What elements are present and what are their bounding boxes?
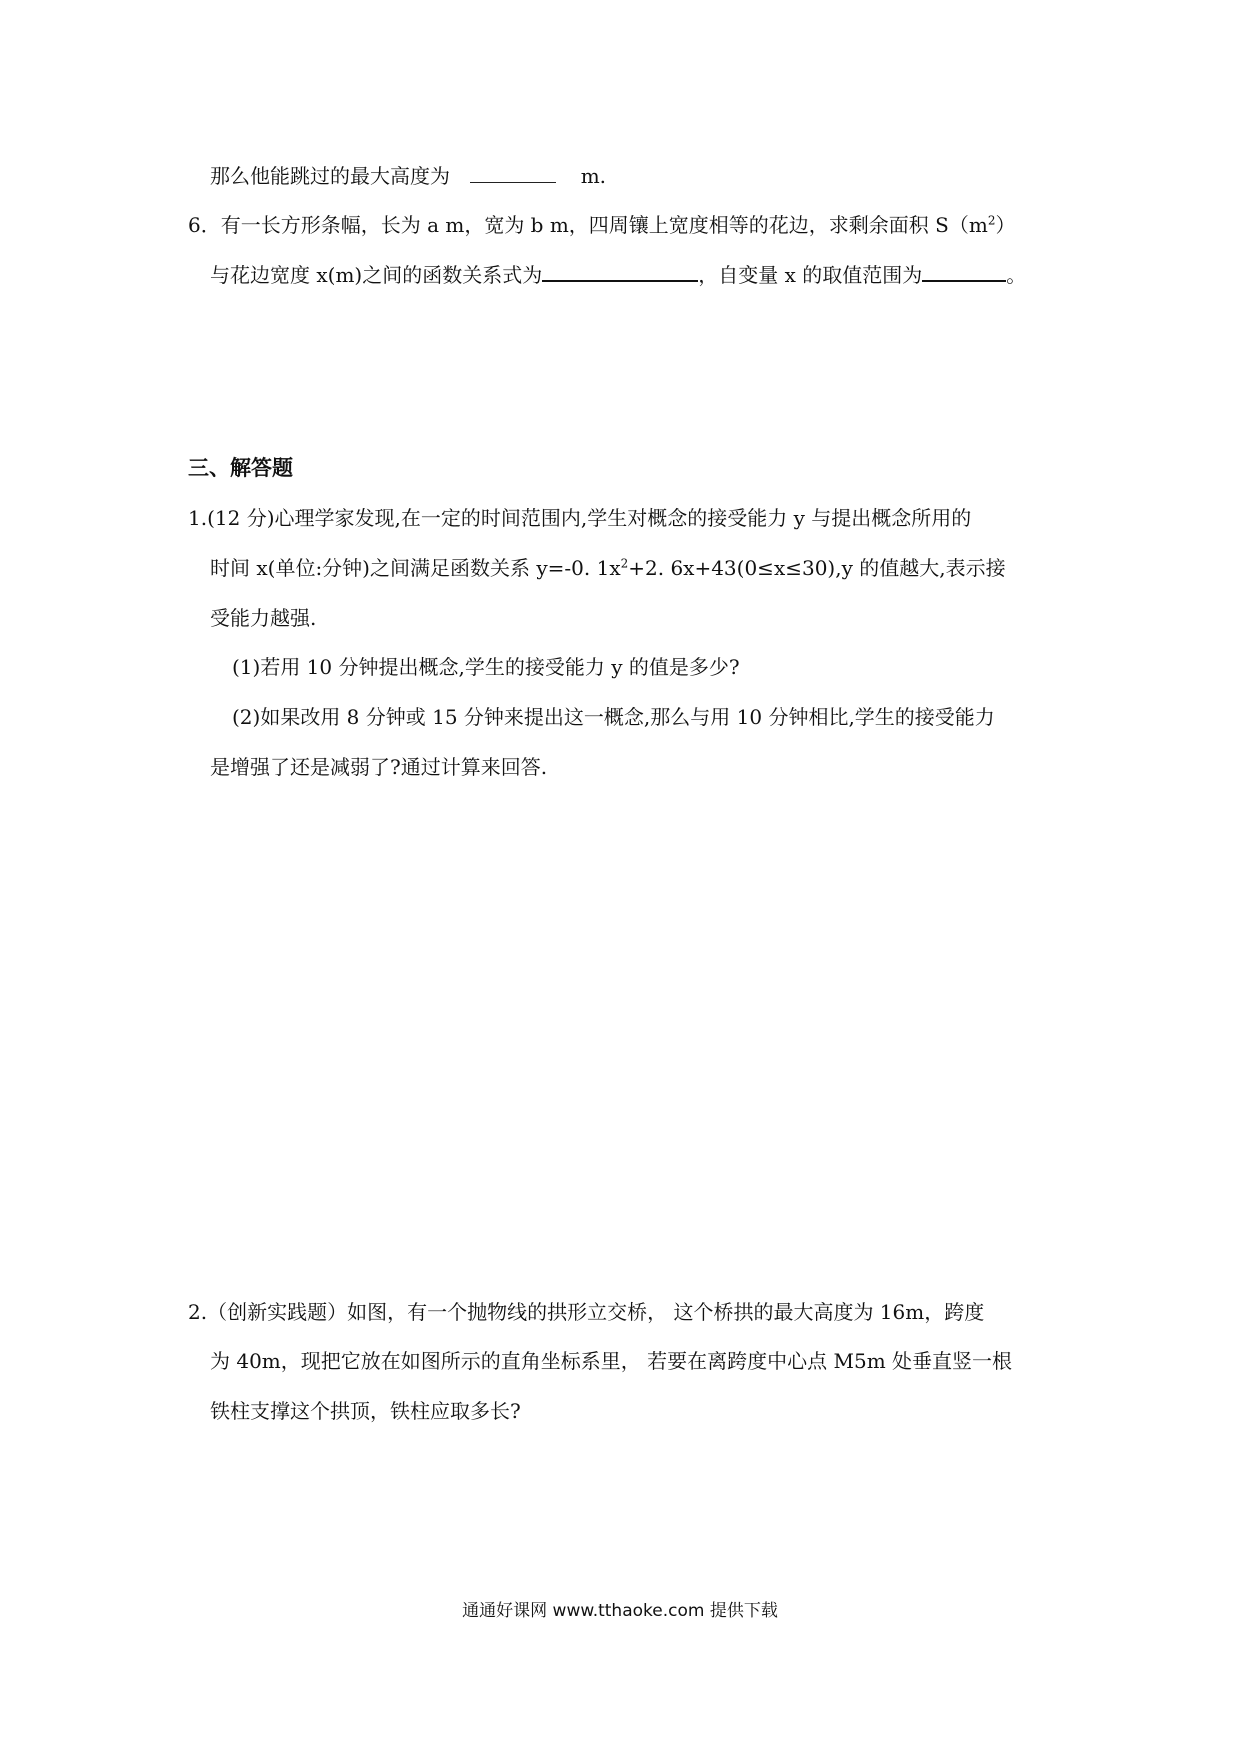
- question-6-text-end: 。: [1006, 263, 1027, 287]
- superscript: 2: [620, 556, 629, 571]
- question-6-text: 6．有一长方形条幅，长为 a m，宽为 b m，四周镶上宽度相等的花边，求剩余面积 S（m: [188, 213, 988, 237]
- answer-question-2-line-1: 2.（创新实践题）如图，有一个抛物线的拱形立交桥， 这个桥拱的最大高度为 16m，跨度: [188, 1300, 985, 1324]
- question-6-text-end: ）: [995, 213, 1016, 237]
- question-6-line-2: [210, 261, 1026, 289]
- range-answer-blank[interactable]: [922, 262, 1006, 282]
- section-title: 三、解答题: [188, 455, 293, 480]
- sub-question-2-line-1: (2)如果改用 8 分钟或 15 分钟来提出这一概念,那么与用 10 分钟相比,学生的接受能力: [232, 705, 995, 729]
- answer-question-1-line-2: [210, 554, 1006, 582]
- prev-question-text: 那么他能跳过的最大高度为: [210, 164, 450, 188]
- question-6-text: ，自变量 x 的取值范围为: [698, 263, 923, 287]
- answer-blank[interactable]: [470, 164, 556, 183]
- prev-question-line: [210, 162, 606, 190]
- unit-text: m.: [580, 164, 607, 188]
- superscript: 2: [987, 213, 996, 228]
- sub-question-1: (1)若用 10 分钟提出概念,学生的接受能力 y 的值是多少?: [232, 655, 740, 679]
- answer-question-2-line-3: 铁柱支撑这个拱顶，铁柱应取多长?: [210, 1399, 521, 1423]
- function-answer-blank[interactable]: [542, 262, 698, 282]
- formula-text: 时间 x(单位:分钟)之间满足函数关系 y=-0. 1x: [210, 556, 621, 580]
- formula-text-end: +2. 6x+43(0≤x≤30),y 的值越大,表示接: [628, 556, 1006, 580]
- question-6-text: 与花边宽度 x(m)之间的函数关系式为: [210, 263, 543, 287]
- answer-question-1-line-1: 1.(12 分)心理学家发现,在一定的时间范围内,学生对概念的接受能力 y 与提出概念所用的: [188, 506, 972, 530]
- sub-question-2-line-2: 是增强了还是减弱了?通过计算来回答.: [210, 755, 548, 779]
- answer-question-2-line-2: 为 40m，现把它放在如图所示的直角坐标系里， 若要在离跨度中心点 M5m 处垂直竖一根: [210, 1349, 1013, 1373]
- question-6-line-1: [188, 211, 1015, 239]
- answer-question-1-line-3: 受能力越强.: [210, 606, 317, 630]
- page-footer: 通通好课网 www.tthaoke.com 提供下载: [462, 1601, 778, 1621]
